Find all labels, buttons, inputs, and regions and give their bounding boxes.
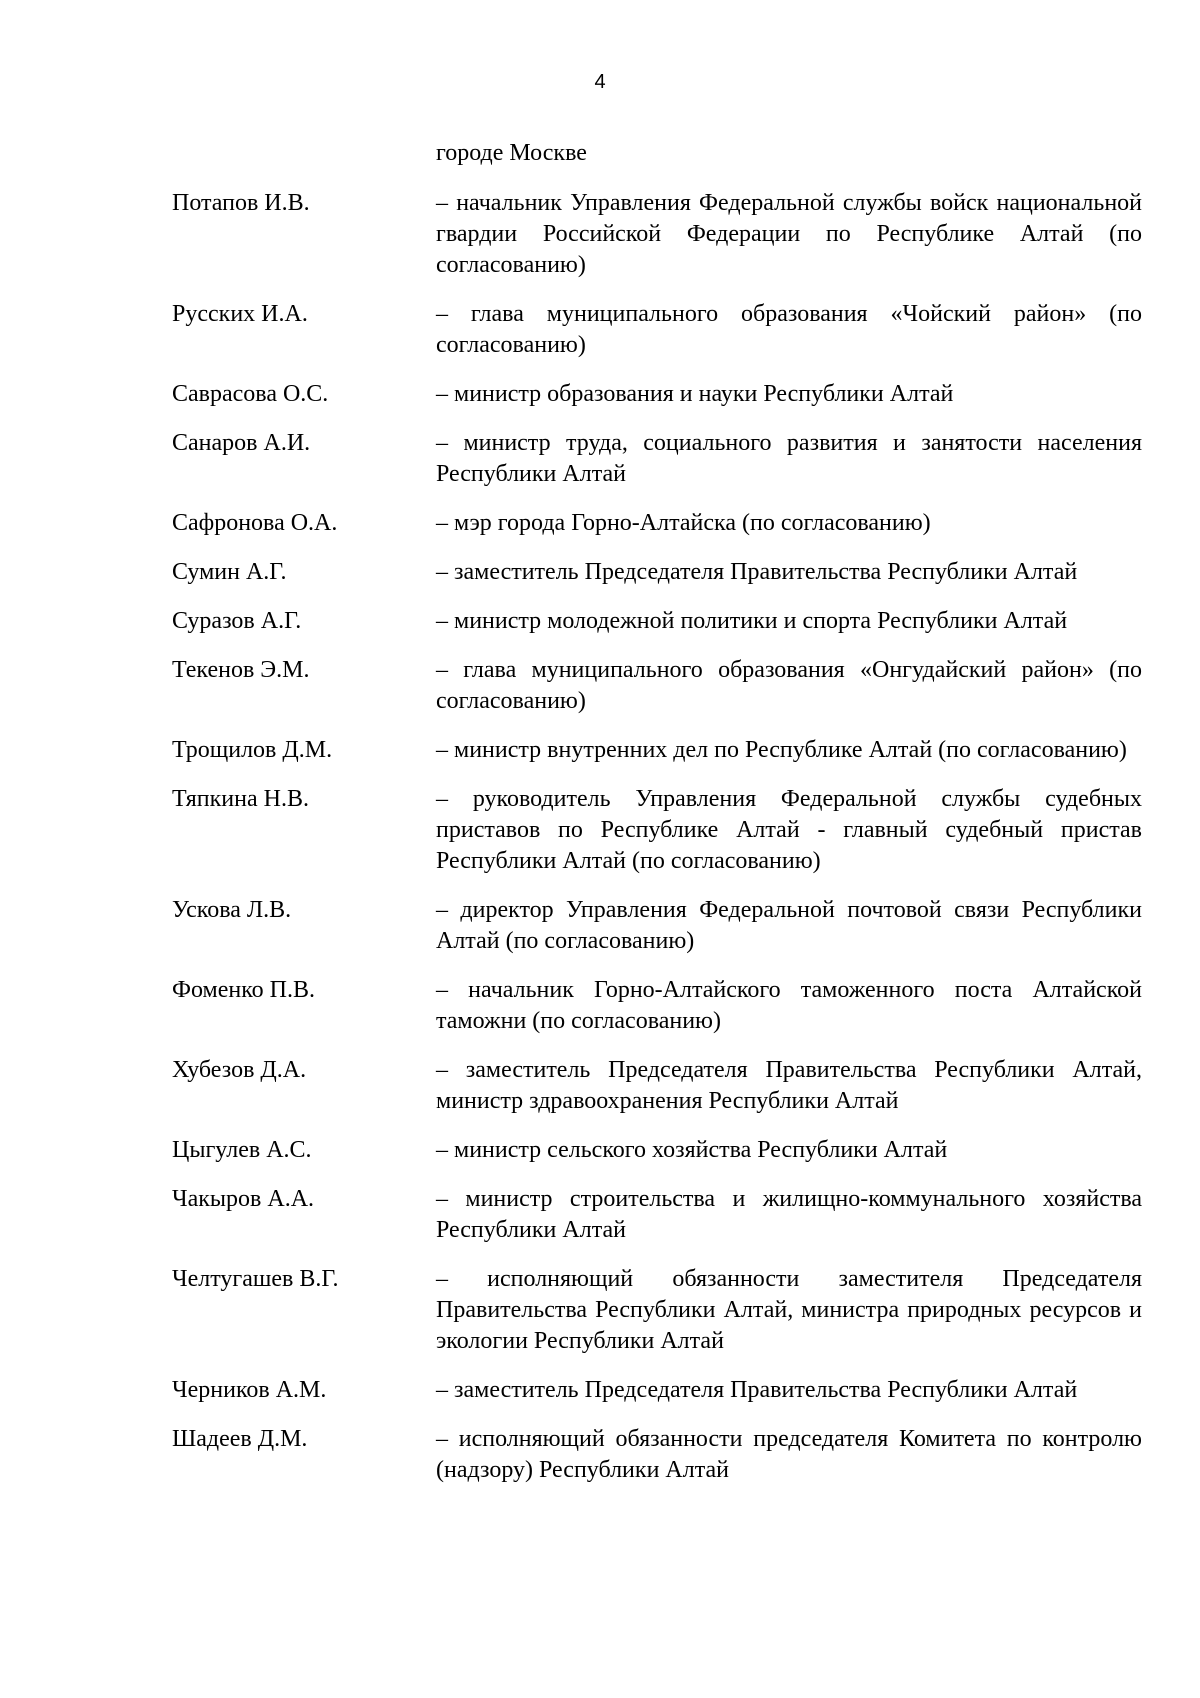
member-row (172, 1264, 1142, 1357)
member-row (172, 1184, 1142, 1246)
member-row (172, 188, 1142, 281)
member-name: Сафронова О.А. (172, 510, 338, 536)
member-name: Саврасова О.С. (172, 381, 329, 407)
member-list (172, 188, 1142, 1504)
member-row (172, 557, 1142, 588)
member-name: Шадеев Д.М. (172, 1426, 308, 1452)
member-role: – министр молодежной политики и спорта Республики Алтай (436, 608, 1068, 634)
member-role: – исполняющий обязанности заместителя Председателя Правительства Республики Алтай, министра природных ресурсов и экологии Республики Алтай (436, 1266, 1142, 1354)
member-row (172, 1055, 1142, 1117)
member-role: – министр образования и науки Республики Алтай (436, 381, 954, 407)
member-role: – глава муниципального образования «Чойский район» (по согласованию) (436, 301, 1142, 358)
member-row (172, 735, 1142, 766)
member-role: – заместитель Председателя Правительства Республики Алтай (436, 559, 1078, 585)
member-name: Тяпкина Н.В. (172, 786, 309, 812)
member-role: – исполняющий обязанности председателя Комитета по контролю (надзору) Республики Алтай (436, 1426, 1142, 1483)
member-row (172, 895, 1142, 957)
continued-role-text: городе Москве (436, 140, 587, 166)
member-role: – глава муниципального образования «Онгудайский район» (по согласованию) (436, 657, 1142, 714)
member-name: Русских И.А. (172, 301, 308, 327)
member-name: Черников А.М. (172, 1377, 327, 1403)
member-role: – министр строительства и жилищно-коммунального хозяйства Республики Алтай (436, 1186, 1142, 1243)
member-name: Сумин А.Г. (172, 559, 287, 585)
member-name: Трощилов Д.М. (172, 737, 333, 763)
member-role: – министр сельского хозяйства Республики Алтай (436, 1137, 948, 1163)
member-role: – начальник Управления Федеральной службы войск национальной гвардии Российской Федерации по Республике Алтай (по согласованию) (436, 190, 1142, 278)
member-role: – заместитель Председателя Правительства Республики Алтай, министр здравоохранения Республики Алтай (436, 1057, 1142, 1114)
member-role: – министр труда, социального развития и занятости населения Республики Алтай (436, 430, 1142, 487)
member-row (172, 1424, 1142, 1486)
member-role: – заместитель Председателя Правительства Республики Алтай (436, 1377, 1078, 1403)
member-row (172, 784, 1142, 877)
member-role: – директор Управления Федеральной почтовой связи Республики Алтай (по согласованию) (436, 897, 1142, 954)
member-name: Потапов И.В. (172, 190, 310, 216)
member-name: Ускова Л.В. (172, 897, 292, 923)
member-name: Челтугашев В.Г. (172, 1266, 339, 1292)
member-name: Санаров А.И. (172, 430, 311, 456)
member-name: Цыгулев А.С. (172, 1137, 312, 1163)
member-role: – министр внутренних дел по Республике Алтай (по согласованию) (436, 737, 1127, 763)
page-number: 4 (594, 71, 606, 93)
member-row (172, 975, 1142, 1037)
member-row (172, 508, 1142, 539)
member-row (172, 655, 1142, 717)
member-name: Фоменко П.В. (172, 977, 315, 1003)
member-name: Чакыров А.А. (172, 1186, 315, 1212)
member-name: Суразов А.Г. (172, 608, 302, 634)
member-name: Текенов Э.М. (172, 657, 310, 683)
member-role: – руководитель Управления Федеральной службы судебных приставов по Республике Алтай - главный судебный пристав Республики Алтай (по согласованию) (436, 786, 1142, 874)
member-name: Хубезов Д.А. (172, 1057, 307, 1083)
member-row (172, 379, 1142, 410)
member-row (172, 606, 1142, 637)
member-role: – мэр города Горно-Алтайска (по согласованию) (436, 510, 931, 536)
member-role: – начальник Горно-Алтайского таможенного поста Алтайской таможни (по согласованию) (436, 977, 1142, 1034)
member-row (172, 1135, 1142, 1166)
member-row (172, 299, 1142, 361)
member-row (172, 1375, 1142, 1406)
member-row (172, 428, 1142, 490)
